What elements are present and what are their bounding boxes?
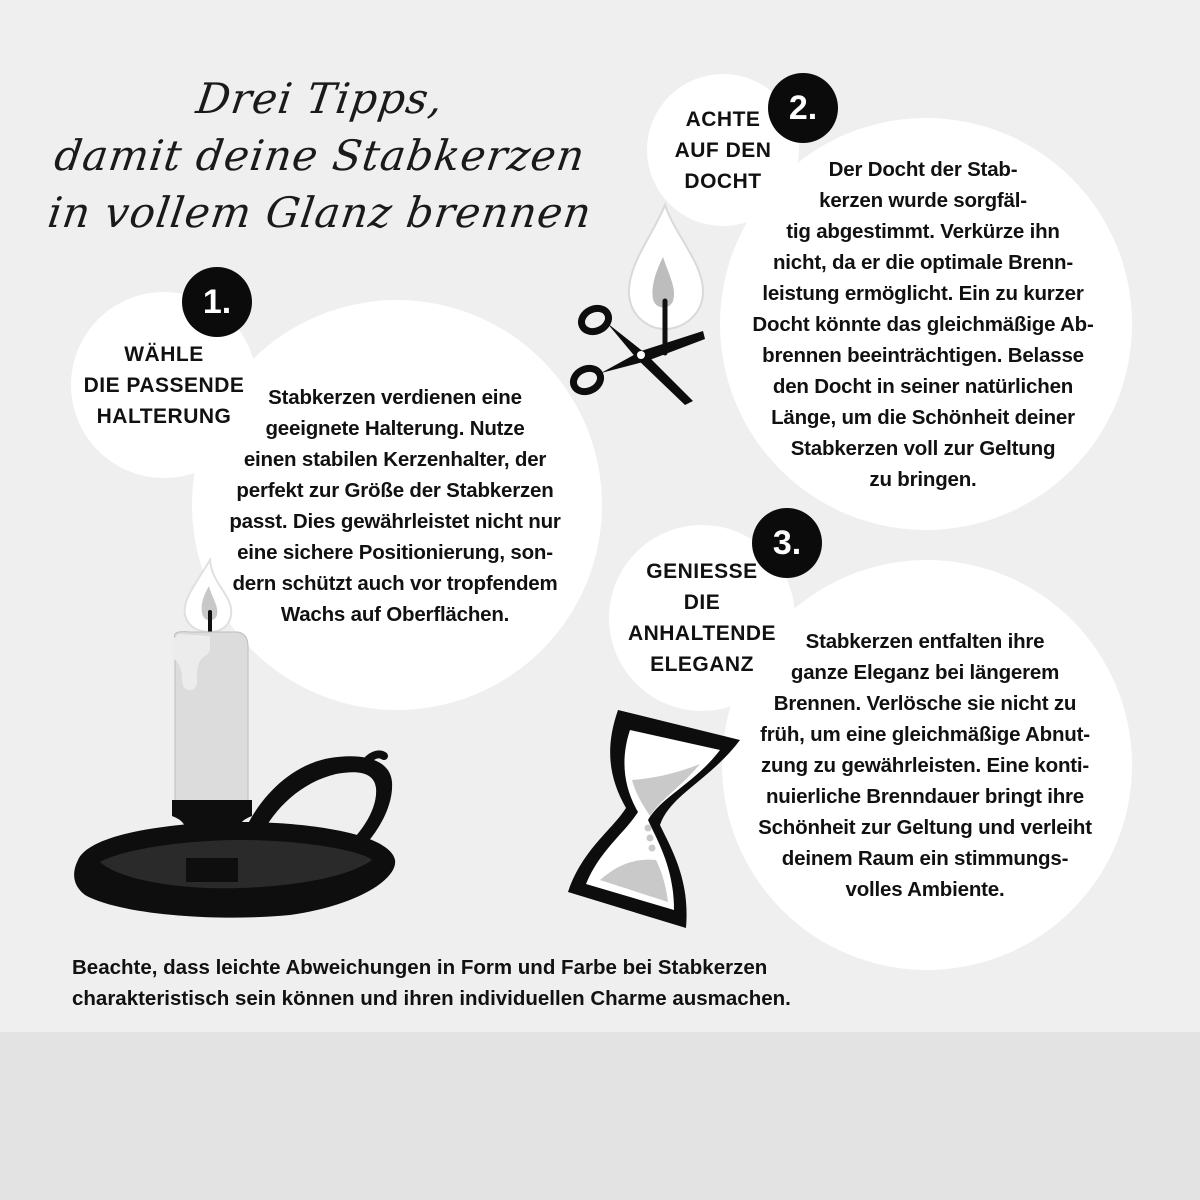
headline-line-3: in vollem Glanz brennen xyxy=(44,188,596,237)
headline-line-1: Drei Tipps, xyxy=(193,74,447,123)
tip-3-number-badge: 3. xyxy=(752,508,822,578)
tip-2-body: Der Docht der Stab- kerzen wurde sorgfäl- tig abgestimmt. Verkürze ihn nicht, da er die optimale Brenn- leistung ermöglicht. Ein zu kurzer Docht könnte das gleichmäßige Ab- brennen beeinträchtigen. Belasse den Docht in seiner natürlichen Länge, um die Schönheit deiner Stabkerzen voll zur Geltung zu bringen. xyxy=(752,158,1094,491)
hourglass-icon xyxy=(560,700,750,935)
scissors-flame-icon xyxy=(565,205,715,410)
footnote: Beachte, dass leichte Abweichungen in Form und Farbe bei Stabkerzen charakteristisch sein können und ihren individuellen Charme ausmachen. xyxy=(72,956,791,1010)
tip-2-title: ACHTE AUF DEN DOCHT xyxy=(674,107,772,193)
bottom-band xyxy=(0,1032,1200,1200)
tip-1-title: WÄHLE DIE PASSENDE HALTERUNG xyxy=(83,342,245,428)
tip-1-number-badge: 1. xyxy=(182,267,252,337)
scissors xyxy=(570,304,613,396)
tip-1-body: Stabkerzen verdienen eine geeignete Halterung. Nutze einen stabilen Kerzenhalter, der perfekt zur Größe der Stabkerzen passt. Dies gewährleistet nicht nur eine sichere Positionierung, son- dern schützt auch vor tropfendem Wachs auf Oberflächen. xyxy=(229,386,561,626)
headline-line-2: damit deine Stabkerzen xyxy=(51,131,589,180)
headline xyxy=(40,70,600,241)
candle-holder-icon xyxy=(60,560,420,920)
tip-3-title: GENIESSE DIE ANHALTENDE ELEGANZ xyxy=(627,560,777,676)
tip-3-body: Stabkerzen entfalten ihre ganze Eleganz bei längerem Brennen. Verlösche sie nicht zu früh, um eine gleichmäßige Abnut- zung zu gewährleisten. Eine konti- nuierliche Brenndauer bringt ihre Schönheit zur Geltung und verleiht deinem Raum ein stimmungs- volles Ambiente. xyxy=(758,630,1092,901)
tip-2-number-badge: 2. xyxy=(768,73,838,143)
